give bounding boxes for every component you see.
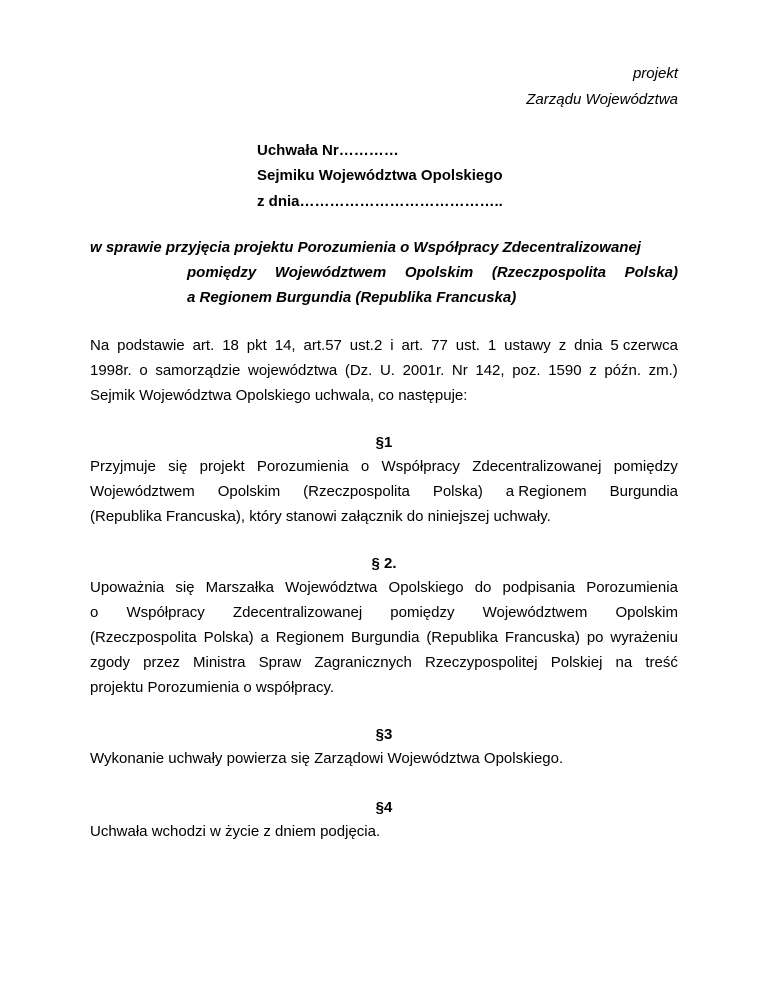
section-2-line-3: (Rzeczpospolita Polska) a Regionem Burgundia (Republika Francuska) po wyrażeniu	[90, 629, 678, 646]
section-2-line-5: projektu Porozumienia o współpracy.	[90, 679, 335, 696]
subject-line-2: pomiędzy Województwem Opolskim (Rzeczpospolita Polska)	[187, 264, 678, 281]
section-2-heading: § 2.	[371, 555, 397, 572]
section-4-heading: §4	[375, 799, 393, 816]
section-2-line-1: Upoważnia się Marszałka Województwa Opolskiego do podpisania Porozumienia	[90, 579, 678, 596]
section-2-line-4: zgody przez Ministra Spraw Zagranicznych Rzeczypospolitej Polskiej na treść	[90, 654, 678, 671]
header-board: Zarządu Województwa	[526, 91, 678, 108]
section-2-line-2: o Współpracy Zdecentralizowanej pomiędzy Województwem Opolskim	[90, 604, 678, 621]
preamble-line-2: 1998r. o samorządzie województwa (Dz. U. 2001r. Nr 142, poz. 1590 z późn. zm.)	[90, 362, 678, 379]
preamble-line-1: Na podstawie art. 18 pkt 14, art.57 ust.2 i art. 77 ust. 1 ustawy z dnia 5 czerwca	[90, 337, 678, 354]
section-1-heading: §1	[375, 434, 393, 451]
resolution-number: Uchwała Nr…………	[257, 142, 399, 159]
preamble-line-3: Sejmik Województwa Opolskiego uchwala, co następuje:	[90, 387, 468, 404]
section-3-text: Wykonanie uchwały powierza się Zarządowi Województwa Opolskiego.	[90, 750, 564, 767]
resolution-date: z dnia…………………………………..	[257, 193, 503, 210]
resolution-body: Sejmiku Województwa Opolskiego	[257, 167, 503, 184]
section-3-heading: §3	[375, 726, 393, 743]
section-1-line-2: Województwem Opolskim (Rzeczpospolita Polska) a Regionem Burgundia	[90, 483, 678, 500]
section-1-line-3: (Republika Francuska), który stanowi załącznik do niniejszej uchwały.	[90, 508, 551, 525]
section-4-text: Uchwała wchodzi w życie z dniem podjęcia.	[90, 823, 381, 840]
section-1-line-1: Przyjmuje się projekt Porozumienia o Współpracy Zdecentralizowanej pomiędzy	[90, 458, 678, 475]
subject-line-3: a Regionem Burgundia (Republika Francuska)	[187, 289, 517, 306]
subject-line-1: w sprawie przyjęcia projektu Porozumienia o Współpracy Zdecentralizowanej	[90, 239, 641, 256]
header-project: projekt	[632, 65, 678, 82]
